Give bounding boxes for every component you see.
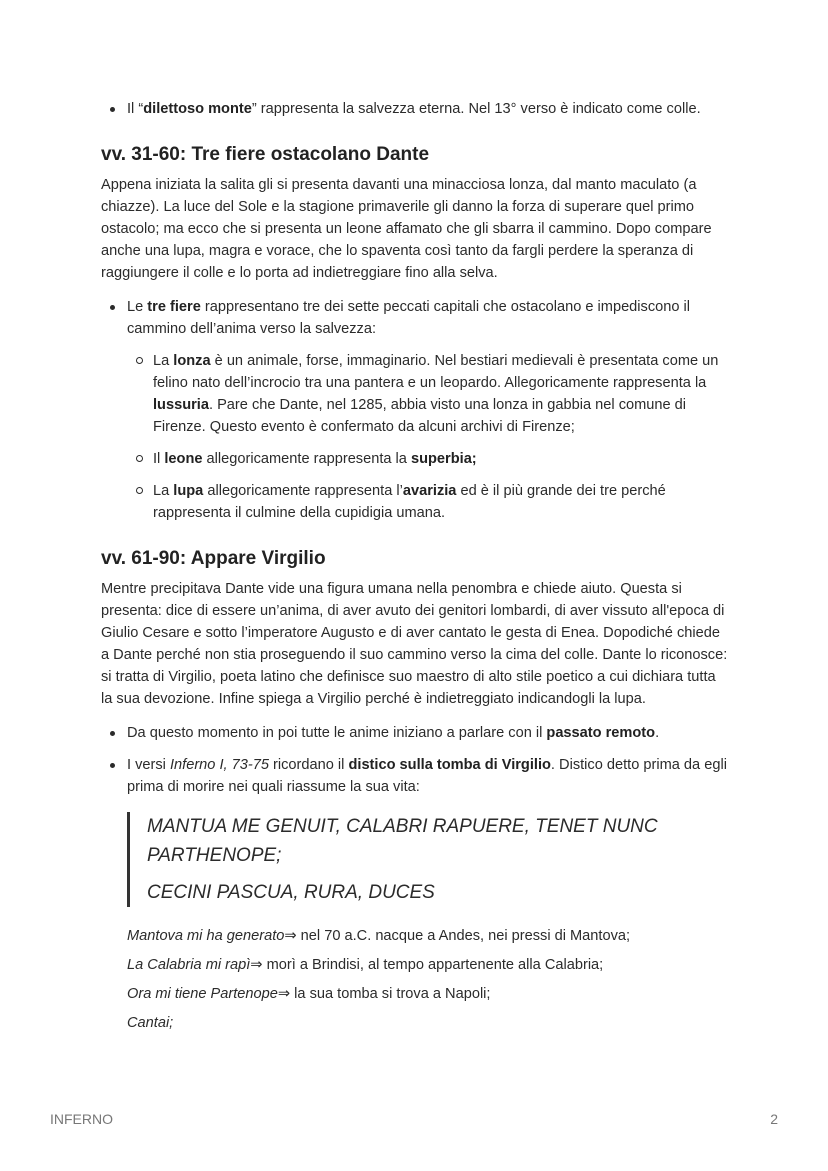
translation-line: Cantai;: [127, 1015, 174, 1031]
list-item: Il “dilettoso monte” rappresenta la salvezza eterna. Nel 13° verso è indicato come colle.: [127, 98, 728, 120]
sub-list-item-lonza: La lonza è un animale, forse, immaginario. Nel bestiari medievali è presentata come un felino nato dell’incrocio tra una pantera e un leopardo. Allegoricamente rappresenta la lussuria. Pare che Dante, nel 1285, abbia visto una lonza in gabbia nel comune di Firenze. Questo evento è confermato da alcuni archivi di Firenze;: [153, 350, 728, 438]
list-item: I versi Inferno I, 73-75 ricordano il distico sulla tomba di Virgilio. Distico detto prima da egli prima di morire nei quali riassume la sua vita: MANTUA ME GENUIT, CALABRI RAPUERE, TENET NUNC PARTHENOPE; CECINI PASCUA, RURA, DUCES Mantova mi ha generato⇒ nel 70 a.C. nacque a Andes, nei pressi di Mantova; La Calabria mi rapì⇒ morì a Brindisi, al tempo appartenente alla Calabria; Ora mi tiene Partenope⇒ la sua tomba si trova a Napoli; Cantai;: [127, 754, 728, 1034]
translation-line: La Calabria mi rapì⇒ morì a Brindisi, al tempo appartenente alla Calabria;: [127, 957, 604, 973]
translation-block: [127, 925, 728, 1034]
latin-epitaph-quote: [127, 812, 728, 907]
footer-title: INFERNO: [50, 1111, 113, 1127]
translation-line: Ora mi tiene Partenope⇒ la sua tomba si trova a Napoli;: [127, 986, 491, 1002]
arrow-icon: ⇒: [250, 957, 263, 973]
list-item: Da questo momento in poi tutte le anime iniziano a parlare con il passato remoto.: [127, 722, 728, 744]
paragraph: Appena iniziata la salita gli si presenta davanti una minacciosa lonza, dal manto maculato (a chiazze). La luce del Sole e la stagione primaverile gli danno la forza di superare quel primo ostacolo; ma ecco che si presenta un leone affamato che gli sbarra il cammino. Dopo compare anche una lupa, magra e vorace, che lo spaventa così tanto da fargli perdere la speranza di raggiungere il colle e lo porta ad indietreggiare fino alla selva.: [101, 177, 712, 281]
intro-list: [101, 98, 728, 120]
sub-list-item-lupa: La lupa allegoricamente rappresenta l’avarizia ed è il più grande dei tre perché rappresenta il culmine della cupidigia umana.: [153, 480, 728, 524]
section-heading-virgilio: vv. 61-90: Appare Virgilio: [101, 548, 326, 569]
arrow-icon: ⇒: [284, 928, 297, 944]
arrow-icon: ⇒: [277, 986, 291, 1002]
paragraph: Mentre precipitava Dante vide una figura umana nella penombra e chiede aiuto. Questa si presenta: dice di essere un’anima, di aver avuto dei genitori lombardi, di aver vissuto all'epoca di Giulio Cesare e sotto l’imperatore Augusto e di aver cantato le gesta di Enea. Dopodiché chiede a Dante perché non stia proseguendo il suo cammino verso la cima del colle. Dante lo riconosce: si tratta di Virgilio, poeta latino che definisce suo maestro di alto stile poetico a cui dichiara tutta la sua devozione. Infine spiega a Virgilio perché è indietreggiato indicandogli la lupa.: [101, 581, 728, 707]
tre-fiere-list: [101, 296, 728, 524]
page-footer: [50, 1108, 778, 1130]
quote-line: CECINI PASCUA, RURA, DUCES: [147, 882, 435, 903]
section-heading-tre-fiere: vv. 31-60: Tre fiere ostacolano Dante: [101, 144, 430, 165]
quote-line: MANTUA ME GENUIT, CALABRI RAPUERE, TENET NUNC PARTHENOPE;: [147, 816, 658, 866]
list-item: Le tre fiere rappresentano tre dei sette peccati capitali che ostacolano e impediscono il cammino dell’anima verso la salvezza: La lonza è un animale, forse, immaginario. Nel bestiari medievali è presentata come un felino nato dell’incrocio tra una pantera e un leopardo. Allegoricamente rappresenta la lussuria. Pare che Dante, nel 1285, abbia visto una lonza in gabbia nel comune di Firenze. Questo evento è confermato da alcuni archivi di Firenze; Il leone allegoricamente rappresenta la superbia; La lupa allegoricamente rappresenta l’avarizia ed è il più grande dei tre perché rappresenta il culmine della cupidigia umana.: [127, 296, 728, 524]
virgilio-list: [101, 722, 728, 1034]
document-body: [101, 98, 728, 1044]
translation-line: Mantova mi ha generato⇒ nel 70 a.C. nacque a Andes, nei pressi di Mantova;: [127, 928, 631, 944]
sub-list: [127, 350, 728, 524]
sub-list-item-leone: Il leone allegoricamente rappresenta la superbia;: [153, 448, 728, 470]
page-number: 2: [770, 1111, 778, 1127]
